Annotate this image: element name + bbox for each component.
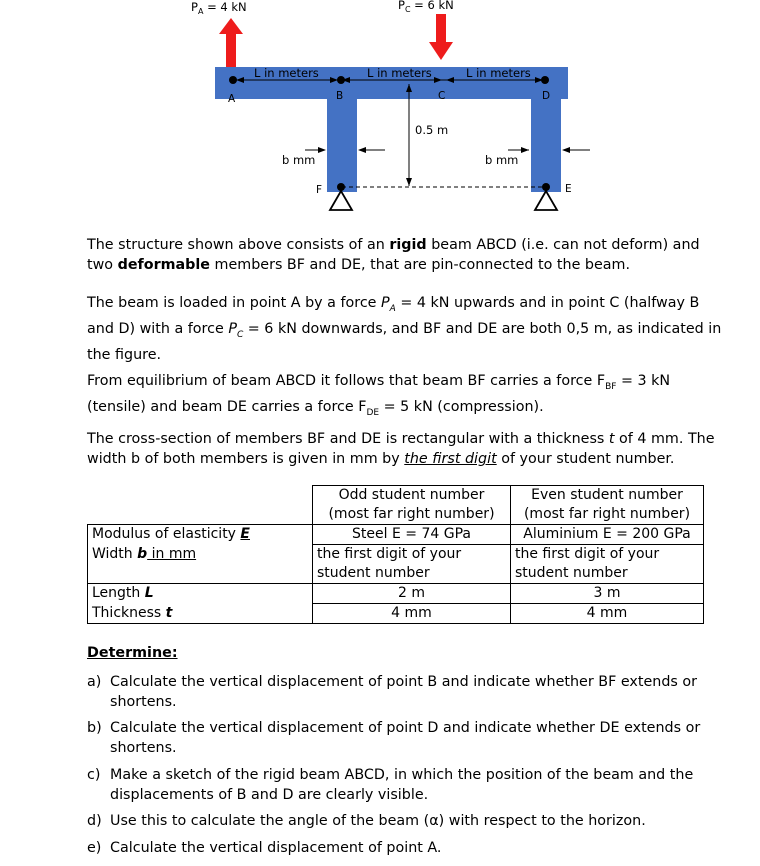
row-label-width: Width b in mm	[88, 545, 313, 584]
table-row-thickness	[88, 604, 704, 624]
properties-table	[87, 485, 704, 624]
table-header-row	[88, 486, 704, 525]
length-even: 3 m	[511, 584, 704, 604]
header-odd: Odd student number (most far right number)	[313, 486, 511, 525]
member-de	[531, 99, 561, 192]
point-e-label: E	[565, 183, 572, 195]
determine-heading: Determine:	[87, 645, 178, 661]
height-label: 0.5 m	[415, 123, 449, 137]
header-even: Even student number (most far right number)	[511, 486, 704, 525]
question-a: a) Calculate the vertical displacement of point B and indicate whether BF extends or shortens.	[87, 674, 698, 710]
point-f-label: F	[316, 184, 323, 196]
point-b-label: B	[336, 90, 344, 102]
structure-figure	[0, 0, 760, 225]
question-b: b) Calculate the vertical displacement of point D and indicate whether DE extends or shortens.	[87, 720, 701, 756]
question-e: e) Calculate the vertical displacement of point A.	[87, 840, 442, 856]
dimension-label-ab: L in meters	[254, 66, 319, 80]
point-c-label: C	[438, 90, 446, 102]
height-dimension	[406, 84, 412, 186]
row-label-thickness: Thickness t	[88, 604, 313, 624]
modulus-even: Aluminium E = 200 GPa	[511, 525, 704, 545]
width-label-de: b mm	[485, 153, 519, 167]
point-a-label: A	[228, 93, 236, 105]
paragraph-structure: The structure shown above consists of an rigid beam ABCD (i.e. can not deform) and two deformable members BF and DE, that are pin-connected to the beam.	[87, 237, 700, 273]
table-row-length	[88, 584, 704, 604]
pin-d	[541, 76, 549, 84]
width-even: the first digit of your student number	[511, 545, 704, 584]
dimension-label-bc: L in meters	[367, 66, 432, 80]
force-a-label: $P_A = 4$ kN	[191, 0, 247, 16]
paragraph-loading: The beam is loaded in point A by a force $P_A = 4$ kN upwards and in point C (halfway B and D) with a force $P_C = 6$ kN downwards, and BF and DE are both 0,5 m, as indicated in the figure.	[87, 295, 722, 363]
dimension-label-cd: L in meters	[466, 66, 531, 80]
row-label-modulus: Modulus of elasticity E	[88, 525, 313, 545]
table-row-modulus	[88, 525, 704, 545]
thickness-even: 4 mm	[511, 604, 704, 624]
modulus-odd: Steel E = 74 GPa	[313, 525, 511, 545]
pin-a	[229, 76, 237, 84]
width-label-bf: b mm	[282, 153, 316, 167]
width-odd: the first digit of your student number	[313, 545, 511, 584]
row-label-length: Length L	[88, 584, 313, 604]
pin-b	[337, 76, 345, 84]
paragraph-cross-section: The cross-section of members BF and DE is rectangular with a thickness t of 4 mm. The width b of both members is given in mm by the first digit of your student number.	[87, 431, 715, 467]
force-c-arrow	[429, 14, 453, 60]
paragraph-equilibrium: From equilibrium of beam ABCD it follows that beam BF carries a force $F_{BF} = 3$ kN (tensile) and beam DE carries a force $F_{DE} = 5$ kN (compression).	[87, 373, 671, 418]
question-d: d) Use this to calculate the angle of the beam (α) with respect to the horizon.	[87, 813, 646, 829]
support-f	[330, 191, 352, 210]
support-e	[535, 191, 557, 210]
force-c-label: $P_C = 6$ kN	[398, 0, 454, 14]
table-row-width	[88, 545, 704, 584]
force-a-arrow	[219, 18, 243, 67]
length-odd: 2 m	[313, 584, 511, 604]
thickness-odd: 4 mm	[313, 604, 511, 624]
member-bf	[327, 99, 357, 192]
question-c: c) Make a sketch of the rigid beam ABCD, in which the position of the beam and the displacements of B and D are clearly visible.	[87, 767, 694, 803]
point-d-label: D	[542, 90, 551, 102]
